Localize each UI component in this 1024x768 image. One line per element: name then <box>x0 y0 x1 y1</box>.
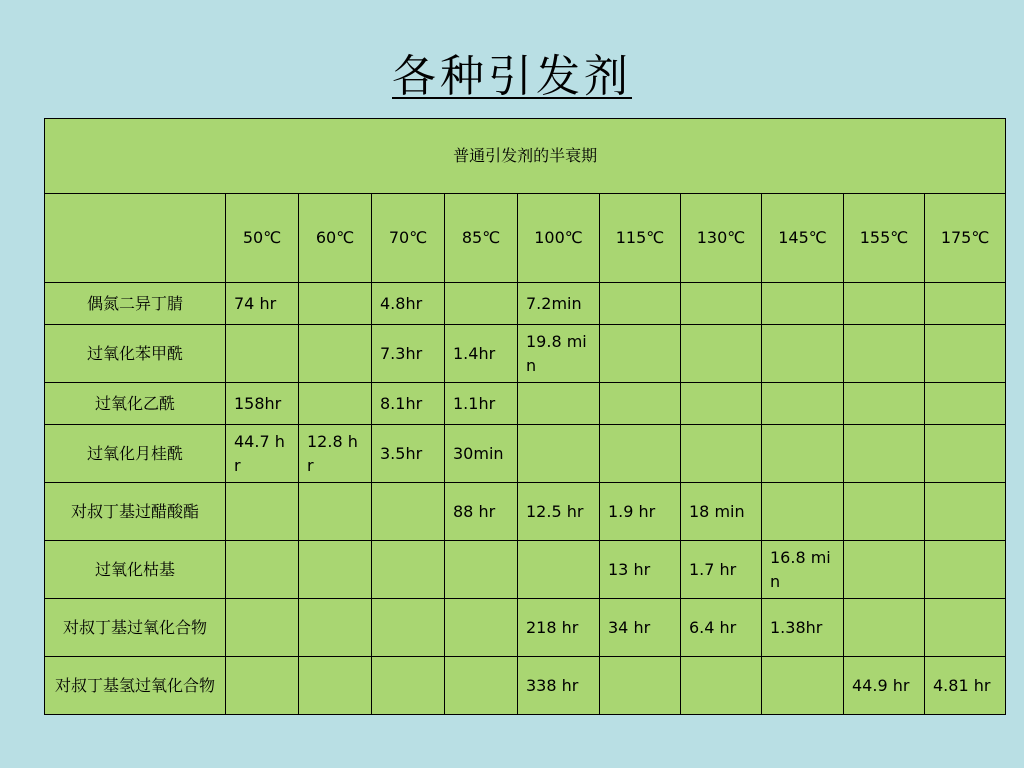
half-life-cell: 44.7 hr <box>226 425 299 483</box>
half-life-cell <box>299 325 372 383</box>
initiator-name: 过氧化枯基 <box>45 541 226 599</box>
half-life-cell <box>299 483 372 541</box>
half-life-cell: 18 min <box>681 483 762 541</box>
half-life-cell: 34 hr <box>600 599 681 657</box>
temperature-header: 175℃ <box>925 194 1006 283</box>
initiator-name: 过氧化乙酰 <box>45 383 226 425</box>
half-life-cell <box>226 325 299 383</box>
half-life-cell: 16.8 min <box>762 541 844 599</box>
table-caption: 普通引发剂的半衰期 <box>45 119 1006 194</box>
half-life-cell <box>372 599 445 657</box>
half-life-cell <box>844 425 925 483</box>
half-life-cell <box>600 657 681 715</box>
half-life-cell <box>372 541 445 599</box>
half-life-cell <box>762 425 844 483</box>
half-life-cell: 74 hr <box>226 283 299 325</box>
initiator-name: 过氧化月桂酰 <box>45 425 226 483</box>
half-life-cell <box>518 425 600 483</box>
page-title: 各种引发剂 <box>392 51 632 102</box>
half-life-cell: 1.38hr <box>762 599 844 657</box>
table-row <box>45 325 1006 383</box>
table-row <box>45 657 1006 715</box>
half-life-cell <box>681 425 762 483</box>
table-row <box>45 383 1006 425</box>
initiator-name: 对叔丁基过醋酸酯 <box>45 483 226 541</box>
half-life-cell <box>518 383 600 425</box>
half-life-cell: 13 hr <box>600 541 681 599</box>
half-life-cell: 1.4hr <box>445 325 518 383</box>
initiator-name: 过氧化苯甲酰 <box>45 325 226 383</box>
half-life-cell <box>445 541 518 599</box>
half-life-cell <box>226 541 299 599</box>
temperature-header-row <box>45 194 1006 283</box>
half-life-cell <box>681 325 762 383</box>
temperature-header: 155℃ <box>844 194 925 283</box>
half-life-cell <box>299 657 372 715</box>
half-life-cell <box>445 657 518 715</box>
half-life-cell: 7.3hr <box>372 325 445 383</box>
half-life-cell <box>518 541 600 599</box>
half-life-cell: 44.9 hr <box>844 657 925 715</box>
half-life-cell <box>299 541 372 599</box>
half-life-cell <box>681 657 762 715</box>
half-life-cell: 1.7 hr <box>681 541 762 599</box>
half-life-cell <box>681 383 762 425</box>
table-row <box>45 425 1006 483</box>
half-life-cell <box>762 383 844 425</box>
half-life-table <box>44 118 1006 715</box>
caption-row <box>45 119 1006 194</box>
initiator-name: 对叔丁基氢过氧化合物 <box>45 657 226 715</box>
table-row <box>45 483 1006 541</box>
half-life-cell: 12.8 hr <box>299 425 372 483</box>
half-life-cell: 4.8hr <box>372 283 445 325</box>
initiator-name: 对叔丁基过氧化合物 <box>45 599 226 657</box>
half-life-cell <box>844 541 925 599</box>
half-life-cell <box>844 599 925 657</box>
page-title-container <box>0 40 1024 104</box>
half-life-cell <box>299 383 372 425</box>
half-life-cell: 1.1hr <box>445 383 518 425</box>
half-life-cell <box>226 483 299 541</box>
half-life-cell: 8.1hr <box>372 383 445 425</box>
table-row <box>45 541 1006 599</box>
half-life-cell: 88 hr <box>445 483 518 541</box>
temperature-header: 130℃ <box>681 194 762 283</box>
half-life-cell <box>372 483 445 541</box>
initiator-name: 偶氮二异丁腈 <box>45 283 226 325</box>
half-life-cell <box>445 599 518 657</box>
temperature-header: 85℃ <box>445 194 518 283</box>
half-life-cell <box>844 283 925 325</box>
half-life-cell: 6.4 hr <box>681 599 762 657</box>
header-empty-cell <box>45 194 226 283</box>
half-life-cell <box>299 283 372 325</box>
half-life-cell: 12.5 hr <box>518 483 600 541</box>
half-life-cell <box>925 283 1006 325</box>
temperature-header: 50℃ <box>226 194 299 283</box>
half-life-cell <box>844 383 925 425</box>
half-life-cell <box>762 325 844 383</box>
half-life-cell <box>925 325 1006 383</box>
half-life-cell: 158hr <box>226 383 299 425</box>
half-life-cell <box>681 283 762 325</box>
half-life-cell <box>600 383 681 425</box>
half-life-cell: 218 hr <box>518 599 600 657</box>
half-life-cell <box>762 657 844 715</box>
half-life-cell <box>226 657 299 715</box>
half-life-cell <box>226 599 299 657</box>
half-life-cell <box>925 383 1006 425</box>
half-life-cell: 338 hr <box>518 657 600 715</box>
half-life-cell <box>600 325 681 383</box>
half-life-cell <box>844 483 925 541</box>
half-life-cell <box>299 599 372 657</box>
table-row <box>45 283 1006 325</box>
temperature-header: 115℃ <box>600 194 681 283</box>
half-life-cell: 1.9 hr <box>600 483 681 541</box>
half-life-cell <box>925 599 1006 657</box>
temperature-header: 60℃ <box>299 194 372 283</box>
half-life-cell <box>372 657 445 715</box>
half-life-cell: 4.81 hr <box>925 657 1006 715</box>
half-life-cell <box>445 283 518 325</box>
table-row <box>45 599 1006 657</box>
half-life-cell: 7.2min <box>518 283 600 325</box>
temperature-header: 100℃ <box>518 194 600 283</box>
half-life-cell <box>600 283 681 325</box>
temperature-header: 145℃ <box>762 194 844 283</box>
half-life-cell: 30min <box>445 425 518 483</box>
half-life-cell <box>762 283 844 325</box>
half-life-cell <box>925 483 1006 541</box>
half-life-cell <box>844 325 925 383</box>
half-life-cell <box>600 425 681 483</box>
half-life-cell: 19.8 min <box>518 325 600 383</box>
half-life-cell <box>925 425 1006 483</box>
half-life-cell <box>762 483 844 541</box>
half-life-cell: 3.5hr <box>372 425 445 483</box>
half-life-cell <box>925 541 1006 599</box>
temperature-header: 70℃ <box>372 194 445 283</box>
